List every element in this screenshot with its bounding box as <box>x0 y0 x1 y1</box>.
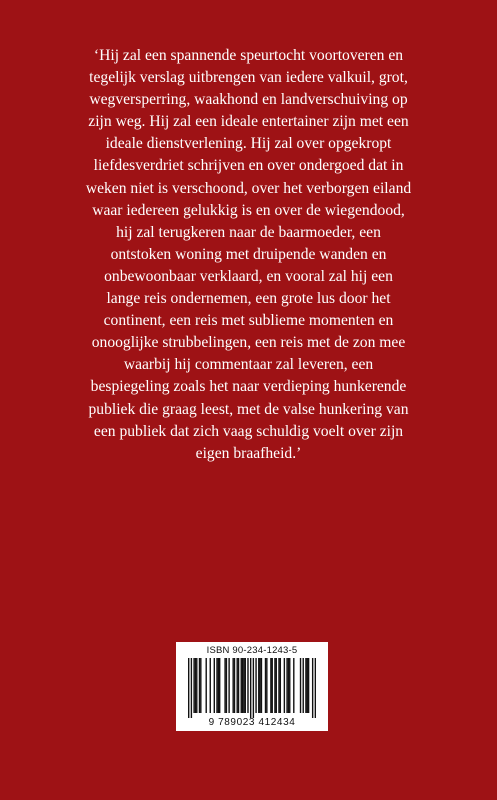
blurb-line: continent, een reis met sublieme momenten en <box>103 312 394 330</box>
barcode-bar <box>200 658 201 713</box>
barcode-guard-bar <box>315 658 316 718</box>
blurb-line: onooglijke strubbelingen, een reis met de zon mee <box>91 334 406 352</box>
barcode-bar <box>266 658 267 713</box>
barcode-guard-bar <box>253 658 254 718</box>
barcode-guard-bar <box>188 658 189 718</box>
barcode-bar <box>214 658 215 713</box>
barcode-bar <box>218 658 219 713</box>
blurb-text <box>70 45 427 465</box>
barcode-bar <box>270 658 271 713</box>
barcode-bar <box>293 658 294 713</box>
barcode-bar <box>274 658 275 713</box>
barcode-bar <box>193 658 194 713</box>
blurb-line: ideale dienstverlening. Hij zal over opgekropt <box>105 135 392 153</box>
barcode-bar <box>255 658 256 713</box>
barcode-bar <box>259 658 260 713</box>
barcode-bar <box>245 658 246 713</box>
blurb-line: liefdesverdriet schrijven en over ondergoed dat in <box>93 157 404 175</box>
blurb-line: een publiek dat zich vaag schuldig voelt over zijn <box>93 422 404 440</box>
barcode-bar <box>238 658 239 713</box>
isbn-label: ISBN 90-234-1243-5 <box>206 645 298 656</box>
barcode-bar <box>300 658 301 713</box>
barcode-bar <box>288 658 289 713</box>
barcode-bar <box>261 658 262 713</box>
barcode-bar <box>305 658 306 713</box>
barcode-bar <box>237 658 238 713</box>
blurb-line: eigen braafheid.’ <box>195 444 302 462</box>
barcode-bar <box>234 658 235 713</box>
barcode-bar <box>196 658 197 713</box>
blurb-line: zijn weg. Hij zal een ideale entertainer zijn met een <box>88 113 409 131</box>
blurb-line: wegversperring, waakhond en landverschuiving op <box>89 91 408 109</box>
barcode-bar <box>206 658 207 713</box>
barcode-bar <box>210 658 211 713</box>
blurb-line: tegelijk verslag uitbrengen van iedere valkuil, grot, <box>89 69 408 87</box>
blurb-line: ontstoken woning met druipende wanden en <box>110 245 387 263</box>
blurb-line: bespiegeling zoals het naar verdieping hunkerende <box>90 378 407 396</box>
barcode-bar <box>199 658 200 713</box>
barcode-bar <box>243 658 244 713</box>
barcode-guard-bar <box>312 658 313 718</box>
barcode-bar <box>247 658 248 713</box>
barcode-bar <box>265 658 266 713</box>
barcode-bar <box>289 658 290 713</box>
barcode-bar <box>308 658 309 713</box>
barcode-bar <box>195 658 196 713</box>
barcode-digits: 9 789023 412434 <box>208 717 296 728</box>
blurb-line: onbewoonbaar verklaard, en vooral zal hij een <box>104 267 393 285</box>
blurb-line: ‘Hij zal een spannende speurtocht voortoveren en <box>93 47 404 64</box>
barcode-bar <box>303 658 304 713</box>
barcode-bar <box>219 658 220 713</box>
isbn-barcode <box>176 642 328 731</box>
barcode-bar <box>280 658 281 713</box>
blurb-line: weken niet is verschoond, over het verborgen eiland <box>85 179 412 197</box>
blurb-line: hij zal terugkeren naar de baarmoeder, een <box>116 223 381 241</box>
barcode-guard-bar <box>191 658 192 718</box>
barcode-bar <box>276 658 277 713</box>
barcode-bar <box>224 658 225 713</box>
barcode-guard-bar <box>250 658 251 718</box>
barcode-bar <box>241 658 242 713</box>
barcode-bar <box>272 658 273 713</box>
blurb-line: waarbij hij commentaar zal leveren, een <box>123 356 374 374</box>
blurb-line: lange reis ondernemen, een grote lus door het <box>106 290 391 308</box>
barcode-bar <box>216 658 217 713</box>
barcode-bar <box>278 658 279 713</box>
barcode-bar <box>286 658 287 713</box>
barcode-bars <box>188 658 316 718</box>
barcode-bar <box>232 658 233 713</box>
barcode-bar <box>226 658 227 713</box>
barcode-bar <box>228 658 229 713</box>
barcode-bar <box>307 658 308 713</box>
barcode-bar <box>242 658 243 713</box>
barcode-bar <box>284 658 285 713</box>
blurb-line: waar iedereen gelukkig is en over de wiegendood, <box>92 201 405 219</box>
blurb-line: publiek die graag leest, met de valse hunkering van <box>88 400 409 418</box>
barcode-bar <box>258 658 259 713</box>
